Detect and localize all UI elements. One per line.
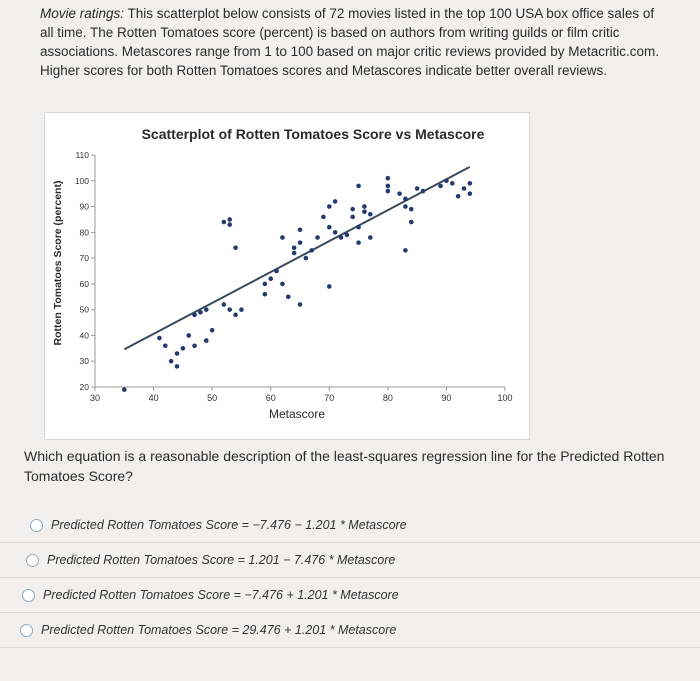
x-tick-label: 60 [265, 393, 276, 403]
data-point [327, 225, 332, 230]
scatterplot-figure [44, 112, 530, 440]
radio-button[interactable] [20, 624, 33, 637]
data-point [268, 276, 273, 281]
data-point [356, 240, 361, 245]
data-point [327, 284, 332, 289]
x-axis-label: Metascore [268, 407, 326, 421]
data-point [333, 199, 338, 204]
data-point [409, 220, 414, 225]
data-point [403, 248, 408, 253]
data-point [368, 235, 373, 240]
data-point [298, 227, 303, 232]
data-point [222, 302, 227, 307]
y-tick-label: 70 [79, 253, 89, 264]
data-point [169, 359, 174, 364]
data-point [286, 294, 291, 299]
data-point [263, 292, 268, 297]
intro-lead: Movie ratings: [40, 6, 125, 21]
data-point [204, 338, 209, 343]
data-point [163, 343, 168, 348]
answer-option-3[interactable] [0, 578, 700, 613]
data-point [386, 184, 391, 189]
intro-paragraph [40, 4, 660, 80]
y-axis-label: Rotten Tomatoes Score (percent) [52, 180, 64, 346]
radio-button[interactable] [22, 589, 35, 602]
question-text: Which equation is a reasonable description of the least-squares regression line for the Predicted Rotten Tomatoes Score? [24, 448, 665, 484]
data-point [233, 246, 238, 251]
data-point [227, 217, 232, 222]
data-point [386, 176, 391, 181]
scatterplot-svg [45, 113, 529, 439]
data-point [227, 307, 232, 312]
data-point [233, 313, 238, 318]
data-point [403, 204, 408, 209]
y-tick-label: 110 [75, 150, 89, 160]
data-point [175, 364, 180, 369]
y-tick-label: 60 [79, 278, 89, 289]
x-tick-label: 30 [89, 393, 101, 403]
data-point [239, 307, 244, 312]
data-point [280, 235, 285, 240]
data-point [327, 204, 332, 209]
data-point [227, 222, 232, 227]
data-point [274, 269, 279, 274]
x-tick-label: 100 [497, 393, 513, 403]
data-point [350, 215, 355, 220]
option-label: Predicted Rotten Tomatoes Score = 29.476 + 1.201 * Metascore [41, 623, 397, 637]
data-point [181, 346, 186, 351]
data-point [280, 282, 285, 287]
data-point [450, 181, 455, 186]
data-point [362, 204, 367, 209]
y-tick-label: 100 [74, 175, 89, 186]
data-point [356, 184, 361, 189]
y-tick-label: 90 [79, 201, 89, 212]
data-point [304, 256, 309, 261]
data-point [186, 333, 191, 338]
x-tick-label: 90 [441, 393, 452, 403]
x-tick-label: 50 [207, 393, 218, 403]
answer-option-2[interactable] [0, 543, 700, 578]
plot-axes [95, 155, 505, 387]
y-tick-label: 20 [79, 382, 89, 392]
data-point [386, 189, 391, 194]
regression-line-group [124, 167, 470, 350]
data-point [192, 313, 197, 318]
data-point [298, 302, 303, 307]
data-point [309, 248, 314, 253]
y-ticks [75, 150, 95, 392]
data-point [198, 310, 203, 315]
data-point [298, 240, 303, 245]
data-point [292, 251, 297, 256]
option-label: Predicted Rotten Tomatoes Score = −7.476 − 1.201 * Metascore [51, 518, 407, 532]
data-point [444, 178, 449, 183]
data-point [397, 191, 402, 196]
data-point [122, 387, 127, 392]
radio-button[interactable] [30, 519, 43, 532]
data-point [438, 184, 443, 189]
answer-option-4[interactable] [0, 613, 700, 648]
data-point [409, 207, 414, 212]
data-point [315, 235, 320, 240]
data-point [356, 225, 361, 230]
answer-options [0, 508, 700, 648]
y-tick-label: 40 [79, 330, 89, 341]
x-tick-label: 40 [148, 393, 159, 403]
data-point [456, 194, 461, 199]
y-tick-label: 30 [79, 356, 89, 367]
data-points [122, 176, 472, 392]
data-point [468, 181, 473, 186]
data-point [222, 220, 227, 225]
data-point [321, 215, 326, 220]
chart-title: Scatterplot of Rotten Tomatoes Score vs Metascore [141, 126, 485, 142]
x-tick-label: 80 [382, 393, 393, 403]
answer-option-1[interactable] [0, 508, 700, 543]
data-point [157, 336, 162, 341]
data-point [403, 197, 408, 202]
data-point [368, 212, 373, 217]
data-point [175, 351, 180, 356]
intro-text: This scatterplot below consists of 72 movies listed in the top 100 USA box office sales of all time. The Rotten Tomatoes score (percent) is based on authors from writing guilds or film critic associations. Metascores range from 1 to 100 based on major critic reviews provided by Metacritic.com. Higher scores for both Rotten Tomatoes scores and Metascores indicate better overall reviews. [40, 6, 660, 78]
data-point [362, 209, 367, 214]
data-point [210, 328, 215, 333]
data-point [292, 246, 297, 251]
data-point [462, 186, 467, 191]
data-point [345, 233, 350, 238]
x-ticks [90, 387, 513, 403]
data-point [350, 207, 355, 212]
data-point [192, 343, 197, 348]
data-point [421, 189, 426, 194]
data-point [415, 186, 420, 191]
y-tick-label: 50 [79, 304, 89, 315]
data-point [204, 307, 209, 312]
data-point [339, 235, 344, 240]
data-point [263, 282, 268, 287]
option-label: Predicted Rotten Tomatoes Score = 1.201 − 7.476 * Metascore [47, 553, 396, 567]
regression-line [124, 167, 470, 350]
y-tick-label: 80 [79, 227, 89, 238]
data-point [333, 230, 338, 235]
data-point [468, 191, 473, 196]
radio-button[interactable] [26, 554, 39, 567]
option-label: Predicted Rotten Tomatoes Score = −7.476 + 1.201 * Metascore [43, 588, 399, 602]
x-tick-label: 70 [324, 393, 335, 403]
